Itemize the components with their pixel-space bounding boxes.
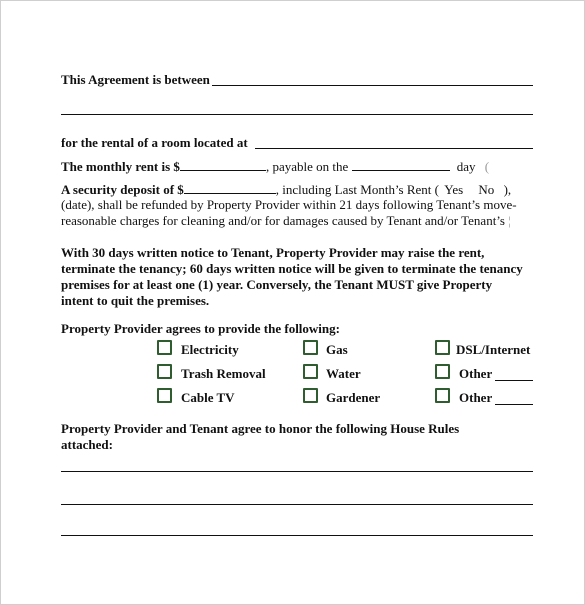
other-label-1: Other: [459, 366, 493, 381]
between-blank[interactable]: [212, 85, 533, 86]
cable-tv-checkbox[interactable]: [157, 388, 172, 403]
house-rules-line: Property Provider and Tenant agree to honor the following House Rules: [61, 421, 460, 436]
provide-heading-text: Property Provider agrees to provide the following:: [61, 321, 340, 336]
payable-day-blank[interactable]: [352, 158, 450, 171]
other-checkbox-1[interactable]: [435, 364, 450, 379]
house-rules-blank-1[interactable]: [61, 471, 533, 472]
rent-amount-blank[interactable]: [180, 158, 266, 171]
electricity-label: Electricity: [181, 342, 239, 357]
agreement-between-label: [61, 72, 210, 88]
notice-line: intent to quit the premises.: [61, 293, 210, 308]
deposit-amount-blank[interactable]: [184, 181, 276, 194]
other-label-2: Other: [459, 390, 493, 405]
trash-removal-checkbox[interactable]: [157, 364, 172, 379]
charges-cont: ¦: [508, 213, 511, 228]
yes-option[interactable]: Yes: [444, 182, 464, 197]
cable-tv-label: Cable TV: [181, 390, 235, 405]
charges-text: reasonable charges for cleaning and/or for damages caused by Tenant and/or Tenant’s: [61, 213, 505, 228]
close-paren: ),: [503, 182, 512, 197]
gas-checkbox[interactable]: [303, 340, 318, 355]
deposit-label: A security deposit of $: [61, 182, 184, 197]
other-checkbox-2[interactable]: [435, 388, 450, 403]
day-label: day: [456, 159, 476, 174]
other-blank-1[interactable]: [495, 380, 533, 381]
rental-label-text: for the rental of a room located at: [61, 135, 248, 150]
gas-label: Gas: [326, 342, 348, 357]
dsl-internet-label: DSL/Internet: [456, 342, 531, 357]
notice-line: With 30 days written notice to Tenant, Property Provider may raise the rent,: [61, 245, 485, 260]
dsl-internet-checkbox[interactable]: [435, 340, 450, 355]
rental-location-label: [61, 135, 248, 151]
charges-line: [61, 213, 511, 229]
house-rules-line: attached:: [61, 437, 113, 452]
water-label: Water: [326, 366, 361, 381]
house-rules-paragraph: [61, 421, 541, 453]
other-blank-2[interactable]: [495, 404, 533, 405]
between-blank-line-2[interactable]: [61, 114, 533, 115]
payable-label: , payable on the: [265, 159, 349, 174]
no-option[interactable]: No: [478, 182, 495, 197]
house-rules-blank-2[interactable]: [61, 504, 533, 505]
gardener-checkbox[interactable]: [303, 388, 318, 403]
notice-line: terminate the tenancy; 60 days written notice will be given to terminate the tenancy: [61, 261, 523, 276]
refund-line: [61, 197, 517, 213]
house-rules-blank-3[interactable]: [61, 535, 533, 536]
gardener-label: Gardener: [326, 390, 381, 405]
notice-line: premises for at least one (1) year. Conversely, the Tenant MUST give Property: [61, 277, 493, 292]
monthly-rent-row: [61, 158, 489, 175]
day-cont: (: [484, 159, 490, 174]
security-deposit-row: [61, 181, 511, 198]
between-label-text: This Agreement is between: [61, 72, 210, 87]
trash-removal-label: Trash Removal: [181, 366, 266, 381]
rent-label: The monthly rent is $: [61, 159, 180, 174]
refund-text: (date), shall be refunded by Property Provider within 21 days following Tenant’s move-: [61, 197, 517, 212]
water-checkbox[interactable]: [303, 364, 318, 379]
notice-paragraph: [61, 245, 541, 309]
provide-heading: [61, 321, 340, 337]
rental-location-blank[interactable]: [255, 148, 533, 149]
electricity-checkbox[interactable]: [157, 340, 172, 355]
including-label: , including Last Month’s Rent (: [275, 182, 439, 197]
